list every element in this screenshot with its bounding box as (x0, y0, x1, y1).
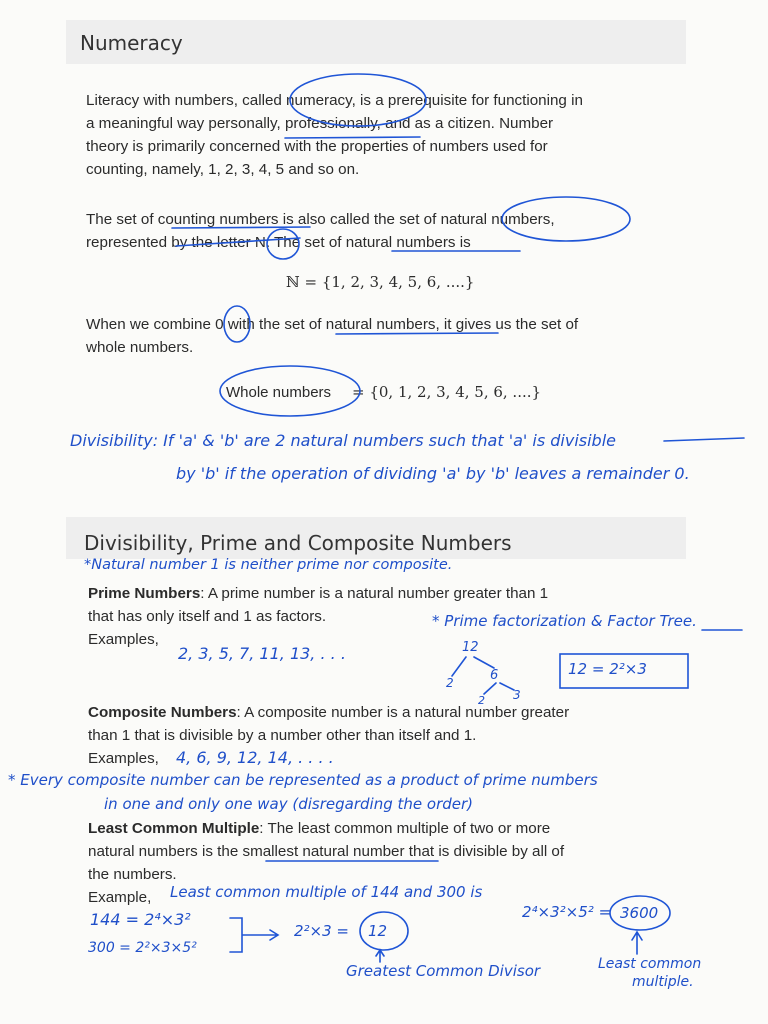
text-line: than 1 that is divisible by a number other than itself and 1. (88, 727, 477, 744)
handwritten-divisibility-line2: by 'b' if the operation of dividing 'a' by 'b' leaves a remainder 0. (176, 464, 690, 483)
handwritten-gcd-value: 12 (368, 922, 388, 940)
composite-numbers-term: Composite Numbers (88, 704, 237, 721)
lcm-term: Least Common Multiple (88, 820, 260, 837)
arrow-annotation (376, 950, 384, 962)
whole-numbers-paragraph (86, 313, 676, 359)
underline-annotation (664, 438, 744, 441)
factor-tree-left: 2 (446, 676, 454, 690)
handwritten-lcm-example-title: Least common multiple of 144 and 300 is (170, 883, 483, 901)
handwritten-eq-300: 300 = 2²×3×5² (88, 940, 197, 956)
arrow-annotation (632, 932, 642, 954)
handwritten-eq-144: 144 = 2⁴×3² (90, 910, 191, 929)
natural-numbers-paragraph (86, 208, 676, 254)
handwritten-composite-note-line1: * Every composite number can be represented as a product of prime numbers (8, 771, 598, 789)
handwritten-note-one: *Natural number 1 is neither prime nor composite. (84, 557, 453, 573)
factorization-box-text: 12 = 2²×3 (568, 660, 647, 678)
text-line (88, 701, 678, 724)
factor-tree-branch (452, 657, 514, 694)
handwritten-lcm-value: 3600 (620, 904, 659, 922)
composite-def-part: : A composite number is a natural number greater (236, 704, 570, 721)
factor-tree-mid: 6 (490, 668, 499, 683)
examples-label: Examples, (88, 631, 159, 648)
lcm-def-part: : The least common multiple of two or more (259, 820, 551, 837)
example-label: Example, (88, 889, 152, 906)
section-title-numeracy: Numeracy (80, 31, 183, 55)
prime-numbers-term: Prime Numbers (88, 585, 201, 602)
text-line: that has only itself and 1 as factors. (88, 608, 327, 625)
text-line: represented by the letter N. The set of natural numbers is (86, 234, 471, 251)
text-line: Literacy with numbers, called numeracy, is a prerequisite for functioning in (86, 92, 583, 109)
handwritten-lcm-label-line2: multiple. (632, 974, 694, 990)
natural-numbers-set: ℕ = {1, 2, 3, 4, 5, 6, ....} (286, 273, 475, 291)
bracket-arrow (230, 918, 278, 952)
text-line: natural numbers is the smallest natural number that is divisible by all of (88, 843, 565, 860)
handwritten-composite-note-line2: in one and only one way (disregarding the order) (104, 795, 474, 813)
text-line: The set of counting numbers is also called the set of natural numbers, (86, 211, 555, 228)
handwritten-gcd-label: Greatest Common Divisor (346, 962, 541, 980)
handwritten-lcm-expression: 2⁴×3²×5² = (522, 903, 612, 921)
whole-numbers-set: = {0, 1, 2, 3, 4, 5, 6, ....} (352, 383, 542, 401)
text-line: When we combine 0 with the set of natural numbers, it gives us the set of (86, 316, 579, 333)
handwritten-divisibility-line1: Divisibility: If 'a' & 'b' are 2 natural numbers such that 'a' is divisible (70, 431, 616, 450)
text-line (88, 817, 678, 840)
whole-numbers-label: Whole numbers (226, 384, 332, 401)
handwritten-gcd-expression: 2²×3 = (294, 922, 350, 940)
text-line: counting, namely, 1, 2, 3, 4, 5 and so on. (86, 161, 360, 178)
text-line: the numbers. (88, 866, 177, 883)
handwritten-composite-examples: 4, 6, 9, 12, 14, . . . . (176, 748, 334, 767)
factor-tree-leaf-a: 2 (478, 694, 485, 707)
text-line: whole numbers. (86, 339, 194, 356)
text-line (88, 582, 678, 605)
factor-tree-root: 12 (462, 640, 479, 655)
factor-tree-leaf-b: 3 (513, 688, 521, 702)
handwritten-prime-examples: 2, 3, 5, 7, 11, 13, . . . (178, 644, 346, 663)
examples-label: Examples, (88, 750, 159, 767)
handwritten-lcm-label-line1: Least common (598, 956, 702, 972)
text-line: theory is primarily concerned with the properties of numbers used for (86, 138, 548, 155)
numeracy-paragraph (86, 89, 676, 181)
prime-def-part: : A prime number is a natural number greater than 1 (200, 585, 549, 602)
text-line: a meaningful way personally, professionally, and as a citizen. Number (86, 115, 554, 132)
section-title-divisibility: Divisibility, Prime and Composite Numbers (84, 531, 512, 555)
handwritten-factor-tree-title: * Prime factorization & Factor Tree. (432, 612, 697, 630)
